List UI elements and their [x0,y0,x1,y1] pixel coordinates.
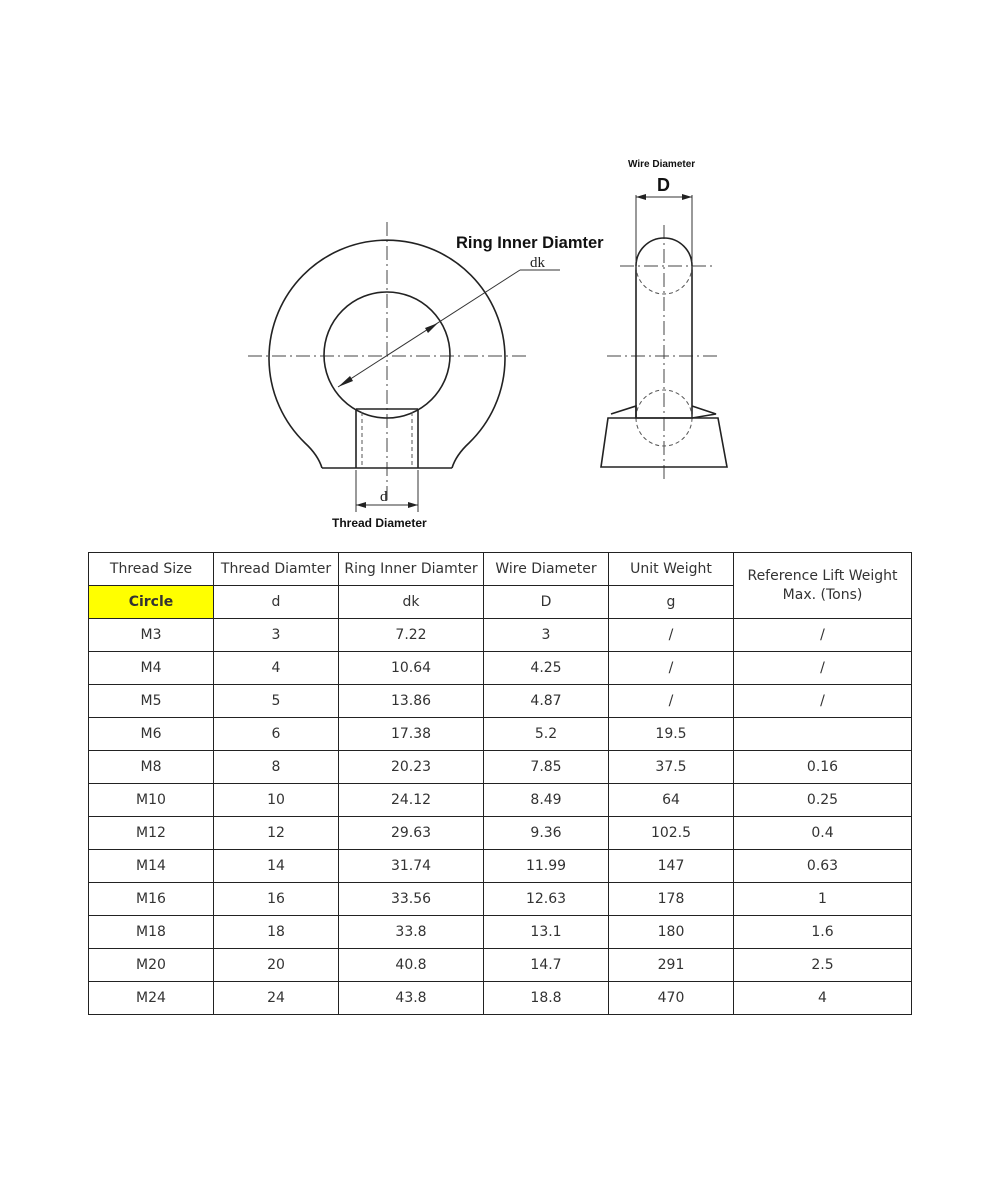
cell-thread-diameter: 18 [214,916,339,949]
cell-unit-weight: 180 [609,916,734,949]
cell-unit-weight: 19.5 [609,718,734,751]
cell-unit-weight: 147 [609,850,734,883]
header-thread-size: Thread Size [89,553,214,586]
table-row [89,916,912,949]
cell-lift-weight: 4 [734,982,912,1015]
cell-ring-inner-diameter: 33.56 [339,883,484,916]
cell-ring-inner-diameter: 31.74 [339,850,484,883]
header-unit-weight: Unit Weight [609,553,734,586]
thread-symbol: d [380,489,388,505]
header-reference-lift-weight [734,553,912,619]
cell-unit-weight: 470 [609,982,734,1015]
cell-lift-weight: 0.4 [734,817,912,850]
cell-wire-diameter: 14.7 [484,949,609,982]
cell-lift-weight: 0.16 [734,751,912,784]
cell-thread-size: M10 [89,784,214,817]
cell-lift-weight [734,718,912,751]
cell-unit-weight: 178 [609,883,734,916]
cell-thread-diameter: 8 [214,751,339,784]
cell-thread-size: M6 [89,718,214,751]
table-row [89,718,912,751]
cell-wire-diameter: 18.8 [484,982,609,1015]
symbol-dk: dk [339,586,484,619]
table-row [89,751,912,784]
cell-unit-weight: 37.5 [609,751,734,784]
cell-wire-diameter: 7.85 [484,751,609,784]
cell-ring-inner-diameter: 43.8 [339,982,484,1015]
ref-header-line2: Max. (Tons) [782,586,863,603]
table-row [89,784,912,817]
cell-wire-diameter: 5.2 [484,718,609,751]
symbol-d: d [214,586,339,619]
cell-unit-weight: / [609,652,734,685]
ref-header-line1: Reference Lift Weight [747,567,898,584]
cell-wire-diameter: 8.49 [484,784,609,817]
table-row [89,883,912,916]
cell-thread-diameter: 4 [214,652,339,685]
wire-symbol: D [657,175,670,195]
cell-lift-weight: / [734,685,912,718]
cell-thread-diameter: 12 [214,817,339,850]
cell-unit-weight: 291 [609,949,734,982]
cell-ring-inner-diameter: 10.64 [339,652,484,685]
cell-wire-diameter: 4.25 [484,652,609,685]
cell-thread-diameter: 10 [214,784,339,817]
cell-thread-size: M14 [89,850,214,883]
header-thread-diameter: Thread Diamter [214,553,339,586]
cell-lift-weight: / [734,652,912,685]
symbol-circle: Circle [89,586,214,619]
table-row [89,619,912,652]
cell-wire-diameter: 4.87 [484,685,609,718]
specification-table [88,552,912,1015]
cell-lift-weight: / [734,619,912,652]
header-row [89,553,912,586]
cell-ring-inner-diameter: 33.8 [339,916,484,949]
table-row [89,949,912,982]
cell-ring-inner-diameter: 13.86 [339,685,484,718]
cell-lift-weight: 1.6 [734,916,912,949]
cell-lift-weight: 1 [734,883,912,916]
cell-thread-size: M16 [89,883,214,916]
cell-thread-diameter: 3 [214,619,339,652]
cell-wire-diameter: 12.63 [484,883,609,916]
cell-thread-size: M20 [89,949,214,982]
cell-thread-size: M12 [89,817,214,850]
header-wire-diameter: Wire Diameter [484,553,609,586]
cell-thread-size: M4 [89,652,214,685]
cell-unit-weight: 64 [609,784,734,817]
wire-diameter-label: Wire Diameter [628,159,696,170]
symbol-weight: g [609,586,734,619]
symbol-wire: D [484,586,609,619]
table-row [89,685,912,718]
ring-inner-diameter-label: Ring Inner Diamter [456,234,604,252]
cell-thread-diameter: 14 [214,850,339,883]
cell-lift-weight: 2.5 [734,949,912,982]
cell-ring-inner-diameter: 29.63 [339,817,484,850]
cell-ring-inner-diameter: 24.12 [339,784,484,817]
ring-symbol: dk [530,255,545,271]
cell-wire-diameter: 3 [484,619,609,652]
cell-wire-diameter: 9.36 [484,817,609,850]
cell-unit-weight: 102.5 [609,817,734,850]
table-row [89,652,912,685]
cell-ring-inner-diameter: 20.23 [339,751,484,784]
cell-thread-diameter: 20 [214,949,339,982]
table-row [89,850,912,883]
cell-thread-diameter: 24 [214,982,339,1015]
thread-diameter-label: Thread Diameter [332,516,427,530]
cell-thread-diameter: 6 [214,718,339,751]
side-view [601,194,727,482]
cell-ring-inner-diameter: 17.38 [339,718,484,751]
cell-thread-diameter: 16 [214,883,339,916]
cell-ring-inner-diameter: 40.8 [339,949,484,982]
cell-wire-diameter: 13.1 [484,916,609,949]
cell-thread-size: M3 [89,619,214,652]
front-view [248,222,560,512]
header-ring-inner-diameter: Ring Inner Diamter [339,553,484,586]
cell-wire-diameter: 11.99 [484,850,609,883]
table-row [89,982,912,1015]
cell-thread-size: M8 [89,751,214,784]
cell-unit-weight: / [609,619,734,652]
cell-lift-weight: 0.25 [734,784,912,817]
cell-unit-weight: / [609,685,734,718]
cell-ring-inner-diameter: 7.22 [339,619,484,652]
table-row [89,817,912,850]
cell-lift-weight: 0.63 [734,850,912,883]
cell-thread-size: M5 [89,685,214,718]
cell-thread-diameter: 5 [214,685,339,718]
cell-thread-size: M18 [89,916,214,949]
cell-thread-size: M24 [89,982,214,1015]
eye-nut-technical-drawing [0,140,1000,540]
